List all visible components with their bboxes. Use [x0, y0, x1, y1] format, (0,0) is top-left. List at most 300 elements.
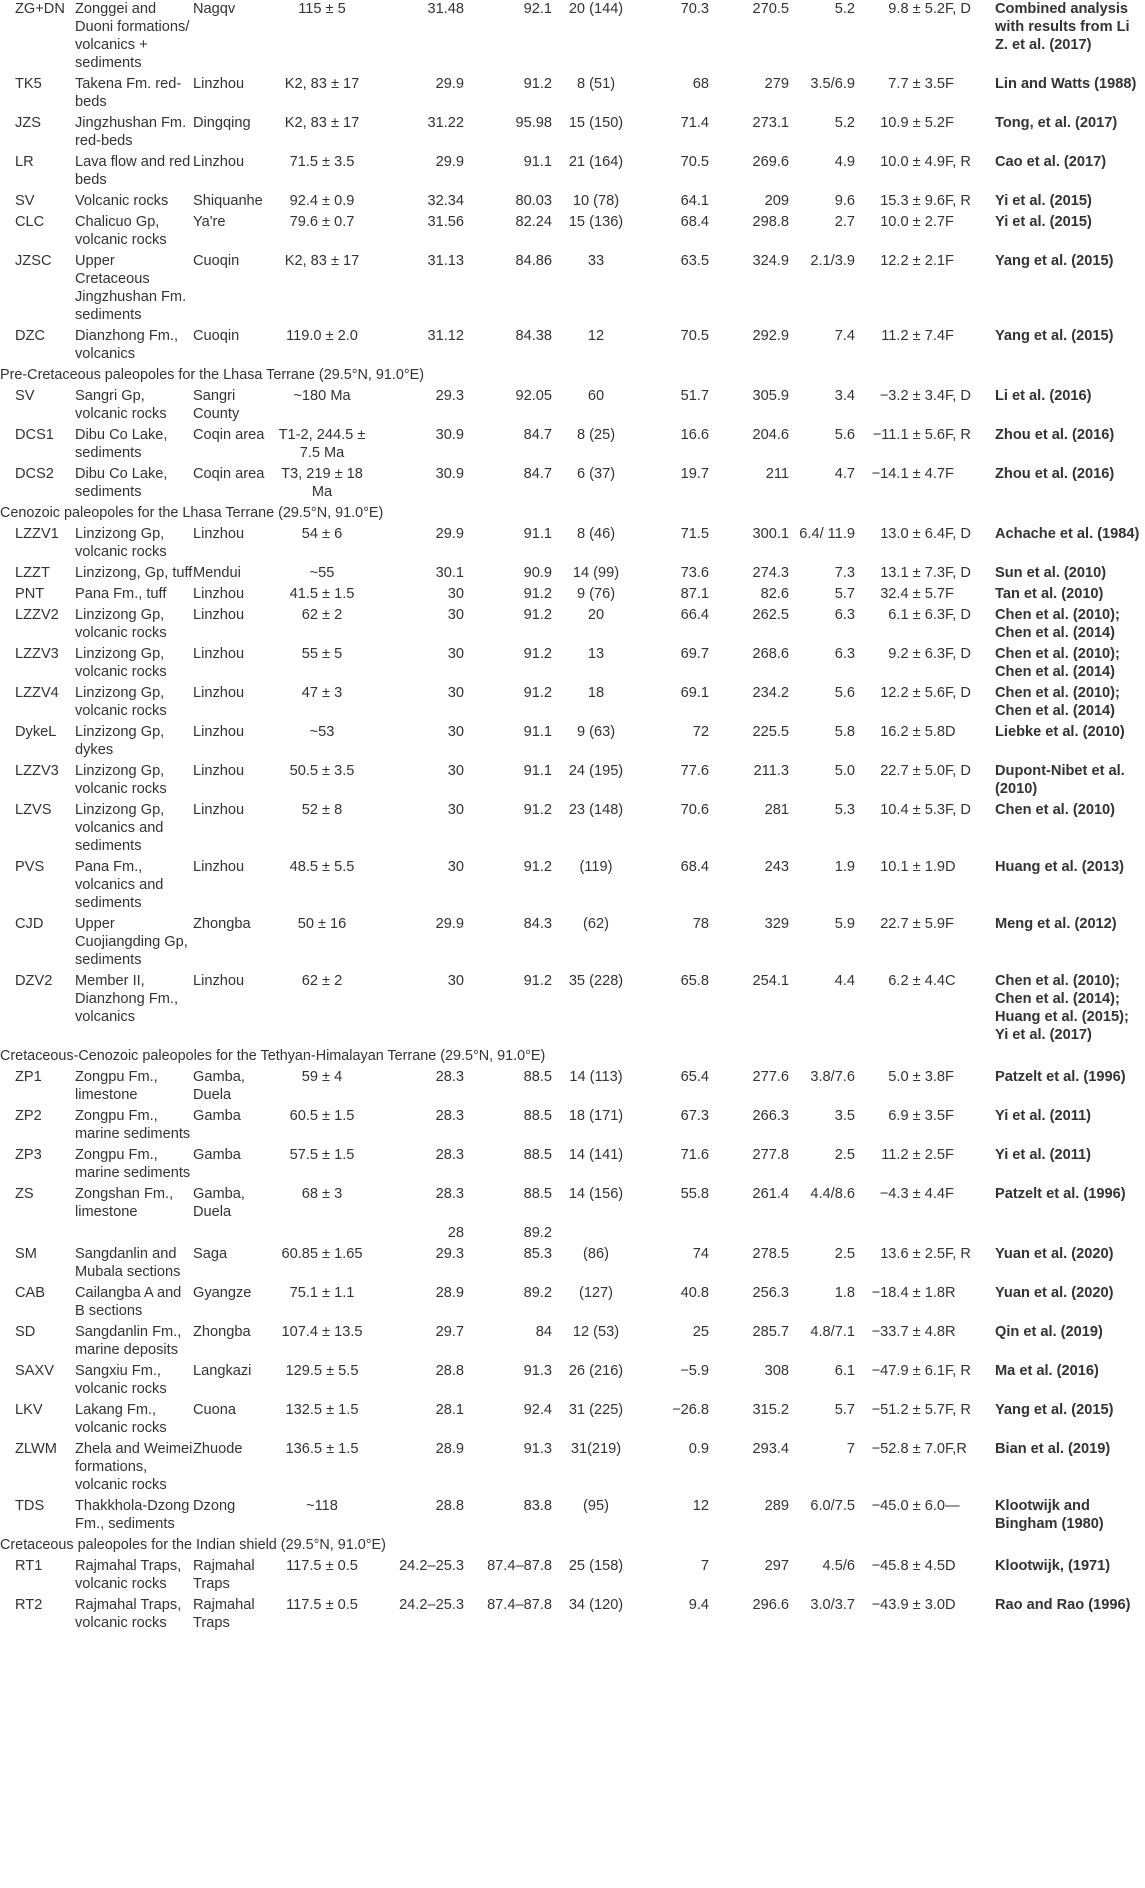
n-samples-cell: 26 (216) [568, 1363, 624, 1379]
n-samples-cell: 14 (113) [569, 1069, 623, 1085]
age-cell: K2, 83 ± 17 [284, 76, 360, 92]
table-row [0, 1107, 1145, 1146]
table-row [0, 1224, 1145, 1245]
formation-cell: Chalicuo Gp, volcanic rocks [75, 214, 167, 248]
site-lon-cell: 95.98 [515, 115, 552, 131]
formation-cell: Volcanic rocks [75, 193, 169, 209]
site-lon-cell: 92.4 [523, 1402, 552, 1418]
site-lon-cell: 92.05 [515, 388, 552, 404]
test-cell: F, D [945, 388, 971, 404]
n-samples-cell: (119) [579, 859, 613, 875]
formation-cell: Cailangba A and B sections [75, 1285, 182, 1319]
site-lat-cell: 24.2–25.3 [399, 1597, 464, 1613]
a95-cell: 3.5/6.9 [810, 76, 855, 92]
n-samples-cell: 31(219) [570, 1441, 622, 1457]
site-code-cell: ZP1 [15, 1069, 42, 1085]
site-code-cell: TDS [15, 1498, 45, 1514]
paleolatitude-cell: 10.0 ± 4.9 [880, 154, 945, 170]
site-code-cell: LZZV3 [15, 763, 59, 779]
n-samples-cell: 14 (156) [568, 1186, 624, 1202]
site-lat-cell: 30.9 [435, 427, 464, 443]
table-row [0, 684, 1145, 723]
site-code-cell: SM [15, 1246, 37, 1262]
formation-cell: Linzizong Gp, volcanics and sediments [75, 802, 165, 854]
a95-cell: 5.7 [834, 586, 855, 602]
n-samples-cell: (95) [583, 1498, 609, 1514]
age-cell: ~55 [309, 565, 335, 581]
test-cell: F [945, 1108, 954, 1124]
pole-lon-cell: 209 [764, 193, 789, 209]
locality-cell: Linzhou [193, 973, 245, 989]
a95-cell: 1.8 [834, 1285, 855, 1301]
n-samples-cell: 33 [587, 253, 605, 269]
age-cell: 119.0 ± 2.0 [286, 328, 358, 344]
formation-cell: Sangri Gp, volcanic rocks [75, 388, 167, 422]
paleolatitude-cell: −4.3 ± 4.4 [879, 1186, 945, 1202]
paleolatitude-cell: 6.9 ± 3.5 [888, 1108, 945, 1124]
age-cell: 60.5 ± 1.5 [289, 1108, 355, 1124]
pole-lat-cell: 70.5 [680, 328, 709, 344]
pole-lat-cell: −26.8 [672, 1402, 709, 1418]
pole-lat-cell: 19.7 [680, 466, 709, 482]
site-lat-cell: 28.3 [435, 1147, 464, 1163]
age-cell: 60.85 ± 1.65 [281, 1246, 363, 1262]
age-cell: ~118 [306, 1498, 338, 1514]
site-lat-cell: 29.9 [435, 154, 464, 170]
site-lat-cell: 30 [447, 586, 464, 602]
age-cell: T1-2, 244.5 ± 7.5 Ma [278, 427, 366, 461]
test-cell: F, R [945, 154, 971, 170]
pole-lon-cell: 293.4 [752, 1441, 789, 1457]
locality-cell: Gyangze [193, 1285, 252, 1301]
formation-cell: Linzizong Gp, volcanic rocks [75, 763, 167, 797]
section-header [0, 504, 1145, 525]
pole-lat-cell: 55.8 [680, 1186, 709, 1202]
paleolatitude-cell: 10.0 ± 2.7 [880, 214, 945, 230]
site-code-cell: CJD [15, 916, 44, 932]
formation-cell: Zonggei and Duoni formations/ volcanics + sediments [75, 1, 190, 71]
age-cell: 59 ± 4 [301, 1069, 343, 1085]
pole-lat-cell: 0.9 [688, 1441, 709, 1457]
n-samples-cell: 60 [587, 388, 605, 404]
pole-lat-cell: 69.7 [680, 646, 709, 662]
site-lon-cell: 91.2 [523, 859, 552, 875]
test-cell: C [945, 973, 956, 989]
site-lon-cell: 80.03 [515, 193, 552, 209]
locality-cell: Linzhou [193, 76, 245, 92]
site-lat-cell: 30 [447, 646, 464, 662]
site-lon-cell: 84.3 [523, 916, 552, 932]
age-cell: 79.6 ± 0.7 [289, 214, 355, 230]
paleolatitude-cell: 10.4 ± 5.3 [880, 802, 945, 818]
site-lat-cell: 30 [447, 973, 464, 989]
site-lat-cell: 29.9 [435, 526, 464, 542]
age-cell: 52 ± 8 [301, 802, 343, 818]
pole-lat-cell [640, 1224, 709, 1245]
reference-cell: Patzelt et al. (1996) [995, 1069, 1126, 1085]
locality-cell: Gamba, Duela [193, 1186, 245, 1220]
pole-lat-cell: 63.5 [680, 253, 709, 269]
reference-cell: Huang et al. (2013) [995, 859, 1124, 875]
test-cell: F, R [945, 193, 971, 209]
site-lat-cell: 30.1 [435, 565, 464, 581]
pole-lon-cell: 82.6 [760, 586, 789, 602]
paleolatitude-cell: −51.2 ± 5.7 [871, 1402, 945, 1418]
reference-cell: Tan et al. (2010) [995, 586, 1104, 602]
n-samples-cell: 8 (51) [576, 76, 616, 92]
table-row [0, 972, 1145, 1047]
table-row [0, 1284, 1145, 1323]
paleolatitude-cell: −45.8 ± 4.5 [871, 1558, 945, 1574]
formation-cell: Takena Fm. red-beds [75, 76, 182, 110]
test-cell: F [945, 76, 954, 92]
a95-cell: 7.4 [834, 328, 855, 344]
a95-cell: 3.8/7.6 [810, 1069, 855, 1085]
site-lon-cell: 91.1 [523, 724, 552, 740]
test-cell: D [945, 1558, 956, 1574]
paleolatitude-cell: −52.8 ± 7.0 [871, 1441, 945, 1457]
pole-lon-cell: 225.5 [752, 724, 789, 740]
paleolatitude-cell: 13.0 ± 6.4 [880, 526, 945, 542]
section-header [0, 1536, 1145, 1557]
age-cell: 136.5 ± 1.5 [285, 1441, 359, 1457]
site-lat-cell: 28.3 [435, 1186, 464, 1202]
n-samples-cell: 21 (164) [568, 154, 624, 170]
site-code-cell: DCS1 [15, 427, 54, 443]
reference-cell: Cao et al. (2017) [995, 154, 1107, 170]
n-samples-cell: 35 (228) [568, 973, 624, 989]
a95-cell: 9.6 [834, 193, 855, 209]
pole-lon-cell: 211 [765, 466, 789, 482]
reference-cell: Chen et al. (2010); Chen et al. (2014) [995, 646, 1120, 680]
formation-cell: Zongshan Fm., limestone [75, 1186, 174, 1220]
table-row [0, 1362, 1145, 1401]
paleolatitude-cell: −14.1 ± 4.7 [871, 466, 945, 482]
reference-cell: Yuan et al. (2020) [995, 1246, 1114, 1262]
locality-cell: Dingqing [193, 115, 251, 131]
reference-cell: Dupont-Nibet et al. (2010) [995, 763, 1125, 797]
table-row [0, 252, 1145, 327]
site-lon-cell: 91.2 [523, 802, 552, 818]
paleolatitude-cell: 12.2 ± 5.6 [880, 685, 945, 701]
reference-cell: Chen et al. (2010); Chen et al. (2014) [995, 685, 1120, 719]
n-samples-cell: 18 [587, 685, 605, 701]
test-cell: F [945, 253, 954, 269]
pole-lon-cell: 277.8 [752, 1147, 789, 1163]
pole-lat-cell: 71.6 [680, 1147, 709, 1163]
section-header [0, 1047, 1145, 1068]
formation-cell: Pana Fm., volcanics and sediments [75, 859, 164, 911]
pole-lat-cell: 70.5 [680, 154, 709, 170]
age-cell: 41.5 ± 1.5 [289, 586, 355, 602]
site-lat-cell: 29.9 [435, 76, 464, 92]
formation-cell: Lava flow and red beds [75, 154, 191, 188]
locality-cell: Zhongba [193, 1324, 251, 1340]
a95-cell: 4.7 [834, 466, 855, 482]
formation-cell: Linzizong Gp, volcanic rocks [75, 526, 167, 560]
formation-cell: Dianzhong Fm., volcanics [75, 328, 179, 362]
pole-lon-cell: 296.6 [752, 1597, 789, 1613]
pole-lon-cell: 256.3 [752, 1285, 789, 1301]
pole-lat-cell: 12 [692, 1498, 709, 1514]
site-lon-cell: 88.5 [523, 1069, 552, 1085]
pole-lat-cell: 7 [700, 1558, 709, 1574]
site-code-cell: CLC [15, 214, 45, 230]
a95-cell: 6.0/7.5 [810, 1498, 855, 1514]
a95-cell: 4.9 [834, 154, 855, 170]
site-lon-cell: 87.4–87.8 [487, 1558, 552, 1574]
locality-cell: Linzhou [193, 154, 245, 170]
locality-cell: Rajmahal Traps [193, 1597, 255, 1631]
site-code-cell: DykeL [15, 724, 57, 740]
site-code-cell: ZP2 [15, 1108, 42, 1124]
test-cell: F, D [945, 802, 971, 818]
age-cell: 115 ± 5 [298, 1, 346, 17]
pole-lon-cell: 268.6 [752, 646, 789, 662]
paleolatitude-cell [855, 1224, 945, 1245]
n-samples-cell: 12 [587, 328, 605, 344]
paleolatitude-cell: 10.9 ± 5.2 [880, 115, 945, 131]
reference-cell: Yi et al. (2011) [995, 1108, 1091, 1124]
section-title: Cretaceous paleopoles for the Indian shield (29.5°N, 91.0°E) [0, 1537, 386, 1553]
formation-cell: Dibu Co Lake, sediments [75, 427, 168, 461]
locality-cell: Rajmahal Traps [193, 1558, 255, 1592]
table-row [0, 1185, 1145, 1224]
table-row [0, 858, 1145, 915]
age-cell: 92.4 ± 0.9 [289, 193, 355, 209]
n-samples-cell: 9 (63) [576, 724, 616, 740]
formation-cell: Dibu Co Lake, sediments [75, 466, 168, 500]
pole-lat-cell: 51.7 [680, 388, 709, 404]
locality-cell: Linzhou [193, 802, 245, 818]
paleolatitude-cell: 7.7 ± 3.5 [888, 76, 945, 92]
table-row [0, 606, 1145, 645]
site-lon-cell: 83.8 [523, 1498, 552, 1514]
n-samples-cell: 14 (99) [572, 565, 620, 581]
paleolatitude-cell: −43.9 ± 3.0 [871, 1597, 945, 1613]
site-lat-cell: 30.9 [435, 466, 464, 482]
site-lon-cell: 91.1 [523, 526, 552, 542]
pole-lat-cell: 77.6 [680, 763, 709, 779]
paleolatitude-cell: −45.0 ± 6.0 [871, 1498, 945, 1514]
reference-cell: Klootwijk and Bingham (1980) [995, 1498, 1104, 1532]
pole-lon-cell: 305.9 [752, 388, 789, 404]
site-lon-cell: 84.7 [523, 466, 552, 482]
test-cell: F [945, 214, 954, 230]
pole-lat-cell: 74 [692, 1246, 709, 1262]
site-code-cell: PVS [15, 859, 45, 875]
site-code-cell: SAXV [15, 1363, 54, 1379]
site-lon-cell: 88.5 [523, 1108, 552, 1124]
reference-cell: Bian et al. (2019) [995, 1441, 1111, 1457]
a95-cell: 3.4 [834, 388, 855, 404]
site-lat-cell: 31.22 [427, 115, 464, 131]
table-row [0, 213, 1145, 252]
formation-cell: Linzizong Gp, volcanic rocks [75, 646, 167, 680]
site-lon-cell: 88.5 [523, 1147, 552, 1163]
reference-cell: Yi et al. (2015) [995, 193, 1092, 209]
age-cell [270, 1224, 374, 1245]
site-code-cell: CAB [15, 1285, 46, 1301]
site-code-cell: SD [15, 1324, 36, 1340]
n-samples-cell: 25 (158) [568, 1558, 624, 1574]
formation-cell: Zongpu Fm., marine sediments [75, 1108, 191, 1142]
test-cell: D [945, 1597, 956, 1613]
pole-lat-cell: 67.3 [680, 1108, 709, 1124]
age-cell: 132.5 ± 1.5 [285, 1402, 359, 1418]
section-title: Cenozoic paleopoles for the Lhasa Terrane (29.5°N, 91.0°E) [0, 505, 384, 521]
age-cell: 50 ± 16 [297, 916, 347, 932]
table-row [0, 645, 1145, 684]
a95-cell: 5.6 [834, 427, 855, 443]
site-lon-cell: 91.2 [523, 76, 552, 92]
table-row [0, 1497, 1145, 1536]
formation-cell: Linzizong Gp, dykes [75, 724, 165, 758]
reference-cell: Chen et al. (2010); Chen et al. (2014) [995, 607, 1120, 641]
n-samples-cell: 6 (37) [576, 466, 616, 482]
paleolatitude-cell: 13.6 ± 2.5 [880, 1246, 945, 1262]
paleolatitude-cell: 15.3 ± 9.6 [880, 193, 945, 209]
test-cell: R [945, 1285, 956, 1301]
pole-lat-cell: 71.4 [680, 115, 709, 131]
pole-lon-cell: 234.2 [752, 685, 789, 701]
n-samples-cell: 34 (120) [568, 1597, 624, 1613]
n-samples-cell: 31 (225) [568, 1402, 624, 1418]
table-row [0, 153, 1145, 192]
reference-cell: Combined analysis with results from Li Z. et al. (2017) [995, 1, 1130, 53]
reference-cell: Yang et al. (2015) [995, 328, 1114, 344]
test-cell: F [945, 916, 954, 932]
site-lat-cell: 31.48 [427, 1, 464, 17]
a95-cell: 5.9 [834, 916, 855, 932]
site-lat-cell: 32.34 [427, 193, 464, 209]
table-row [0, 762, 1145, 801]
formation-cell: Member II, Dianzhong Fm., volcanics [75, 973, 179, 1025]
formation-cell: Sangxiu Fm., volcanic rocks [75, 1363, 167, 1397]
n-samples-cell: 12 (53) [572, 1324, 620, 1340]
site-code-cell: LZVS [15, 802, 52, 818]
site-code-cell: RT1 [15, 1558, 43, 1574]
a95-cell: 4.4/8.6 [810, 1186, 855, 1202]
n-samples-cell: (127) [578, 1285, 614, 1301]
site-lat-cell: 29.3 [435, 388, 464, 404]
locality-cell: Linzhou [193, 607, 245, 623]
site-lat-cell: 28.8 [435, 1363, 464, 1379]
a95-cell: 5.8 [834, 724, 855, 740]
site-lon-cell: 84.86 [515, 253, 552, 269]
locality-cell: Ya're [193, 214, 226, 230]
formation-cell: Linzizong Gp, volcanic rocks [75, 685, 167, 719]
pole-lon-cell: 315.2 [752, 1402, 789, 1418]
site-lat-cell: 30 [447, 802, 464, 818]
test-cell: F [945, 1186, 954, 1202]
pole-lat-cell: 25 [692, 1324, 709, 1340]
site-code-cell: RT2 [15, 1597, 43, 1613]
site-code-cell: LZZV1 [15, 526, 59, 542]
formation-cell: Linzizong, Gp, tuff [75, 565, 193, 581]
a95-cell: 2.1/3.9 [810, 253, 855, 269]
age-cell: 57.5 ± 1.5 [289, 1147, 355, 1163]
site-lon-cell: 91.3 [523, 1441, 552, 1457]
pole-lat-cell: 70.6 [680, 802, 709, 818]
table-row [0, 192, 1145, 213]
a95-cell: 5.3 [834, 802, 855, 818]
a95-cell: 6.3 [834, 607, 855, 623]
table-row [0, 75, 1145, 114]
a95-cell: 1.9 [834, 859, 855, 875]
section-title: Pre-Cretaceous paleopoles for the Lhasa Terrane (29.5°N, 91.0°E) [0, 367, 425, 383]
site-lon-cell: 91.1 [523, 763, 552, 779]
site-lat-cell: 28.9 [435, 1285, 464, 1301]
reference-cell: Lin and Watts (1988) [995, 76, 1137, 92]
formation-cell: Zongpu Fm., marine sediments [75, 1147, 191, 1181]
a95-cell: 6.4/ 11.9 [799, 526, 855, 542]
site-lon-cell: 91.2 [523, 607, 552, 623]
a95-cell: 5.2 [834, 115, 855, 131]
a95-cell: 7 [846, 1441, 855, 1457]
test-cell: F, D [945, 526, 971, 542]
site-code-cell [0, 1224, 75, 1245]
age-cell: ~53 [309, 724, 335, 740]
site-lat-cell: 30 [447, 607, 464, 623]
pole-lon-cell: 270.5 [752, 1, 789, 17]
age-cell: 55 ± 5 [301, 646, 343, 662]
n-samples-cell: 14 (141) [568, 1147, 624, 1163]
test-cell: F, D [945, 565, 971, 581]
n-samples-cell [552, 1224, 640, 1245]
reference-cell: Patzelt et al. (1996) [995, 1186, 1126, 1202]
pole-lon-cell: 274.3 [752, 565, 789, 581]
site-lon-cell: 88.5 [523, 1186, 552, 1202]
site-lat-cell: 29.3 [435, 1246, 464, 1262]
locality-cell [193, 1224, 270, 1245]
site-lat-cell: 31.12 [427, 328, 464, 344]
test-cell: F, D [945, 607, 971, 623]
pole-lon-cell: 269.6 [752, 154, 789, 170]
site-lat-cell: 30 [447, 724, 464, 740]
locality-cell: Linzhou [193, 586, 245, 602]
paleolatitude-cell: 32.4 ± 5.7 [880, 586, 945, 602]
a95-cell: 4.8/7.1 [810, 1324, 855, 1340]
formation-cell: Upper Cuojiangding Gp, sediments [75, 916, 188, 968]
age-cell: 71.5 ± 3.5 [289, 154, 355, 170]
site-lat-cell: 29.9 [435, 916, 464, 932]
paleolatitude-cell: 22.7 ± 5.0 [880, 763, 945, 779]
age-cell: 54 ± 6 [301, 526, 343, 542]
paleolatitude-cell: −11.1 ± 5.6 [872, 427, 945, 443]
site-lon-cell: 84.38 [515, 328, 552, 344]
locality-cell: Linzhou [193, 724, 245, 740]
age-cell: 47 ± 3 [301, 685, 343, 701]
test-cell: F, R [945, 1363, 971, 1379]
age-cell: T3, 219 ± 18 Ma [281, 466, 363, 500]
locality-cell: Zhuode [193, 1441, 243, 1457]
table-row [0, 327, 1145, 366]
table-row [0, 1146, 1145, 1185]
age-cell: 62 ± 2 [301, 973, 343, 989]
pole-lon-cell: 254.1 [752, 973, 789, 989]
site-code-cell: ZLWM [15, 1441, 57, 1457]
n-samples-cell: (62) [583, 916, 609, 932]
site-lon-cell: 89.2 [523, 1285, 552, 1301]
n-samples-cell: 8 (25) [576, 427, 616, 443]
pole-lat-cell: 65.8 [680, 973, 709, 989]
a95-cell: 5.0 [834, 763, 855, 779]
a95-cell: 2.5 [834, 1246, 855, 1262]
site-lon-cell: 91.2 [523, 973, 552, 989]
pole-lon-cell: 277.6 [752, 1069, 789, 1085]
site-code-cell: DZV2 [15, 973, 53, 989]
